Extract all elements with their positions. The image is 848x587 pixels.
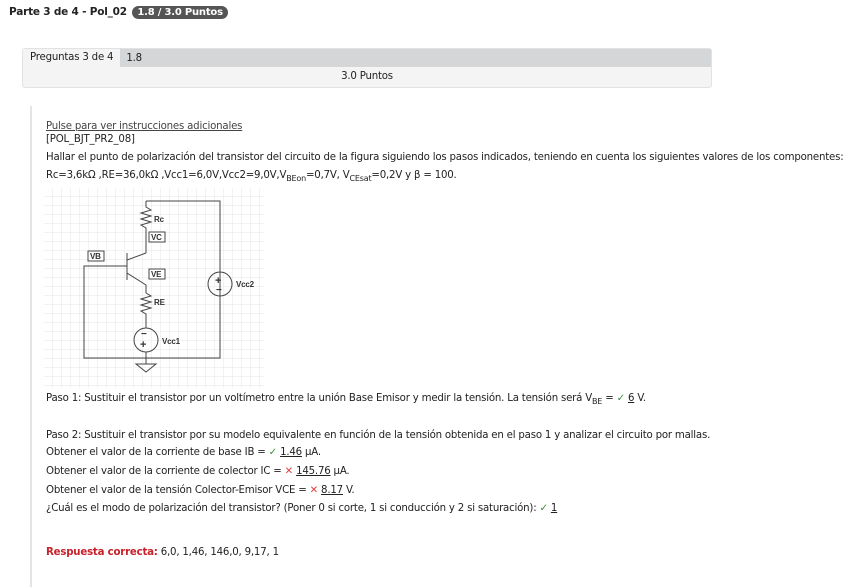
ic-row	[46, 466, 349, 477]
vce-answer: 8.17	[321, 485, 343, 496]
row-text: Obtener el valor de la tensión Colector-Emisor VCE =	[46, 485, 310, 496]
step-1	[46, 393, 646, 406]
mode-row	[46, 503, 557, 514]
unit: V.	[634, 393, 646, 404]
question-header	[22, 48, 712, 88]
correct-answer-value: 6,0, 1,46, 146,0, 9,17, 1	[157, 547, 279, 558]
check-icon: ✓	[539, 503, 548, 514]
re-label: RE	[154, 298, 165, 307]
rc-label: Rc	[154, 215, 164, 224]
row-text: Obtener el valor de la corriente de base IB =	[46, 447, 269, 458]
instructions-link[interactable]: Pulse para ver instrucciones adicionales	[46, 121, 243, 132]
vb-label: VB	[90, 252, 101, 261]
values-text: Rc=3,6kΩ ,RE=36,0kΩ ,Vcc1=6,0V,Vcc2=9,0V,V	[46, 170, 287, 181]
vbe-answer: 6	[627, 393, 635, 404]
ib-answer: 1.46	[280, 447, 302, 458]
vce-row	[46, 485, 354, 496]
row-text: ¿Cuál es el modo de polarización del transistor? (Poner 0 si corte, 1 si conducción y 2 si saturación):	[46, 503, 540, 514]
cross-icon: ✕	[284, 466, 294, 477]
values-text: =0,2V y β = 100.	[371, 170, 457, 181]
vcc1-label: Vcc1	[162, 337, 180, 346]
ib-row	[46, 447, 321, 458]
svg-text:−: −	[216, 285, 222, 296]
score-badge: 1.8 / 3.0 Puntos	[132, 6, 228, 19]
question-code: [POL_BJT_PR2_08]	[46, 134, 135, 145]
step-2: Paso 2: Sustituir el transistor por su modelo equivalente en función de la tensión obtenida en el paso 1 y analizar el circuito por mallas.	[46, 430, 711, 441]
sub: BEon	[286, 174, 306, 183]
values-text: =0,7V, V	[305, 170, 350, 181]
ve-label: VE	[151, 270, 162, 279]
cross-icon: ✕	[309, 485, 318, 496]
svg-text:−: −	[141, 329, 147, 340]
page-title	[9, 6, 228, 19]
circuit-diagram	[44, 188, 264, 388]
unit: V.	[342, 485, 355, 496]
correct-answer	[46, 547, 279, 558]
ic-answer: 145.76	[296, 466, 331, 477]
vcc2-label: Vcc2	[236, 280, 254, 289]
unit: μA.	[301, 447, 321, 458]
correct-answer-label: Respuesta correcta:	[46, 547, 158, 558]
svg-text:+: +	[215, 275, 222, 287]
sub: CEsat	[349, 174, 372, 183]
svg-text:+: +	[140, 339, 147, 351]
question-score: 1.8	[126, 52, 142, 64]
question-points: 3.0 Puntos	[341, 71, 393, 82]
question-statement: Hallar el punto de polarización del transistor del circuito de la figura siguiendo los pasos indicados, teniendo en cuenta los siguientes valores de los componentes:	[46, 152, 844, 163]
question-border	[30, 106, 32, 587]
vc-label: VC	[151, 233, 162, 242]
check-icon: ✓	[616, 393, 625, 404]
sub: BE	[592, 397, 603, 406]
row-text: Obtener el valor de la corriente de colector IC =	[46, 466, 285, 477]
question-number: Preguntas 3 de 4	[23, 49, 120, 67]
mode-answer: 1	[550, 503, 558, 514]
check-icon: ✓	[268, 447, 278, 458]
title-text: Parte 3 de 4 - Pol_02	[9, 6, 127, 18]
step-text: Paso 1: Sustituir el transistor por un voltímetro entre la unión Base Emisor y medir la tensión. La tensión será V	[46, 393, 593, 404]
unit: μA.	[330, 466, 350, 477]
component-values	[46, 170, 457, 183]
eq: =	[602, 393, 617, 404]
